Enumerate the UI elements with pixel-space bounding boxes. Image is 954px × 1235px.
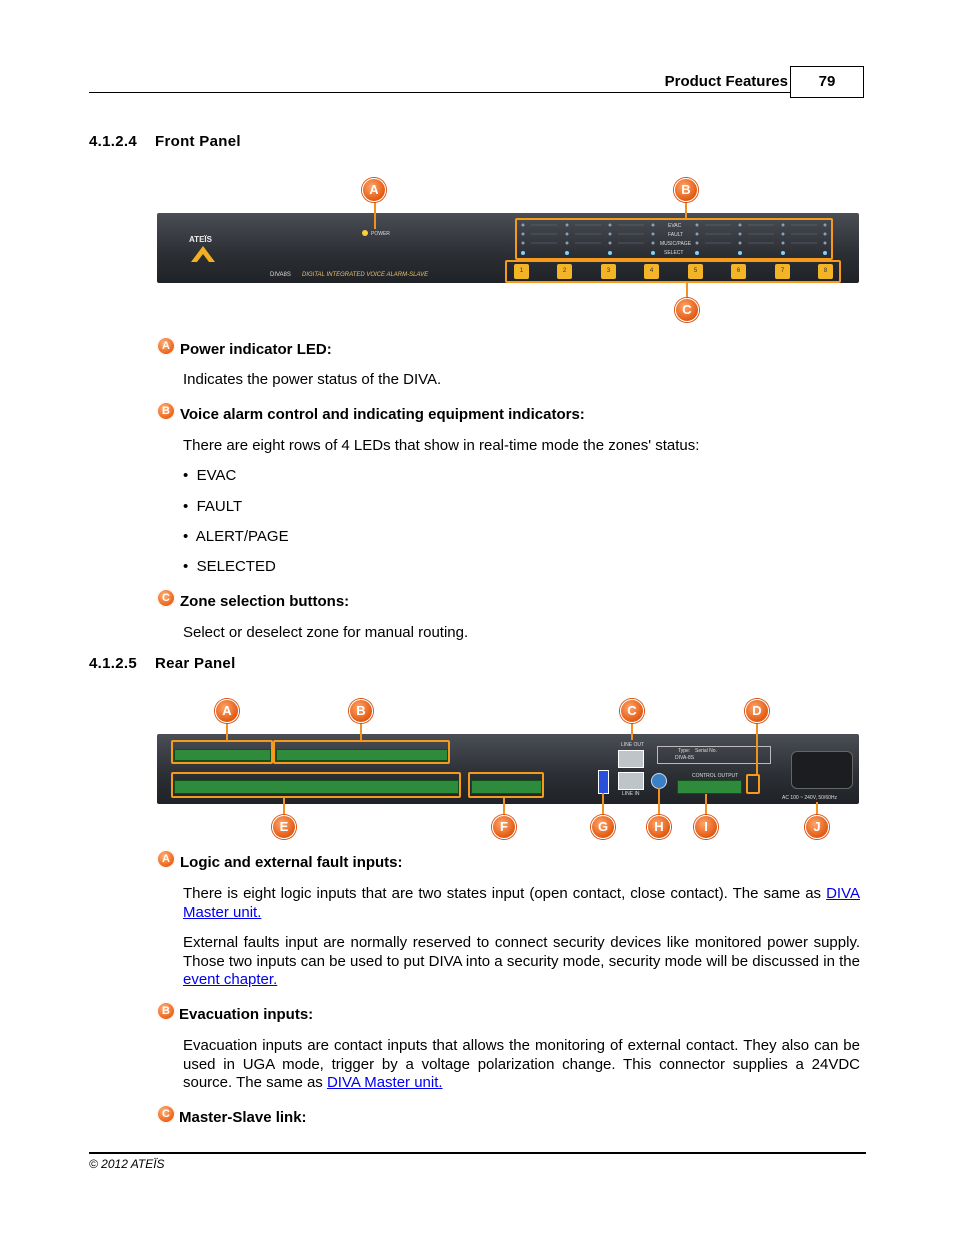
rear-callout-j-stem (816, 802, 818, 816)
rotary-switch (651, 773, 667, 789)
callout-b: B (674, 178, 698, 202)
paragraph-text: There is eight logic inputs that are two states input (open contact, close contact). The same as (183, 885, 822, 902)
bullet-item: • FAULT (183, 498, 243, 515)
rear-callout-j: J (805, 815, 829, 839)
battery-box (746, 774, 760, 794)
rear-callout-f-stem (503, 798, 505, 816)
rear-callout-a: A (215, 699, 239, 723)
item-text-indicators: There are eight rows of 4 LEDs that show in real-time mode the zones' status: (183, 437, 700, 454)
section-heading-rear-panel (89, 655, 236, 672)
section-number: 4.1.2.4 (89, 133, 137, 150)
item-text-logic-inputs (183, 885, 860, 922)
zone-button-4[interactable]: 4 (644, 264, 659, 279)
section-heading-front-panel (89, 133, 241, 150)
diva-master-link[interactable]: DIVA Master unit. (326, 1074, 443, 1091)
front-panel-image (155, 175, 861, 320)
callout-c: C (675, 298, 699, 322)
rear-callout-a-stem (226, 720, 228, 740)
line-out-label: LINE OUT (621, 742, 645, 748)
bullet-text: FAULT (196, 498, 243, 515)
rear-callout-b: B (349, 699, 373, 723)
type-label: Type: (678, 748, 691, 754)
section-title: Front Panel (155, 133, 241, 150)
footer-copyright: © 2012 ATEÏS (89, 1157, 165, 1171)
brand-logo-icon (190, 245, 216, 263)
badge-b-icon: B (157, 402, 175, 420)
zone-button-5[interactable]: 5 (688, 264, 703, 279)
power-led (362, 230, 368, 236)
item-heading-zone-buttons: Zone selection buttons: (180, 593, 350, 610)
running-header-title: Product Features (664, 73, 788, 90)
indicator-led-grid (517, 220, 831, 258)
line-in-label: LINE IN (622, 791, 640, 797)
serial-label: Serial No. (695, 748, 717, 754)
badge-b-icon: B (157, 1002, 175, 1020)
ac-rating-label: AC 100 ~ 240V, 50/60Hz (782, 795, 837, 801)
zone-outputs-connector (174, 780, 459, 794)
model-label: DIVA-8S (675, 755, 695, 761)
rear-callout-e: E (272, 815, 296, 839)
panel-model: DIVA8S (270, 272, 291, 278)
bullet-text: ALERT/PAGE (195, 528, 289, 545)
rear-callout-c-stem (631, 720, 633, 740)
zone-buttons-box (505, 260, 841, 283)
event-chapter-link[interactable]: event chapter. (183, 971, 278, 988)
paragraph-text: External faults input are normally reserved to connect security devices like monitored power supply. Those two inputs can be used to put DIVA into a security mode, security mode will be discussed in the (183, 934, 860, 970)
rear-callout-g-stem (602, 793, 604, 816)
rear-callout-e-stem (283, 798, 285, 816)
rear-callout-g: G (591, 815, 615, 839)
bullet-text: SELECTED (196, 558, 276, 575)
badge-c-icon: C (157, 589, 175, 607)
bullet-item: • SELECTED (183, 558, 276, 575)
row-label-evac: EVAC (668, 223, 682, 229)
bullet-item: • EVAC (183, 467, 237, 484)
zone-button-3[interactable]: 3 (601, 264, 616, 279)
row-label-music-page: MUSIC/PAGE (660, 241, 692, 247)
rear-panel-image (155, 698, 861, 840)
zone-button-7[interactable]: 7 (775, 264, 790, 279)
rear-callout-h-stem (658, 788, 660, 816)
evacuation-inputs-connector (276, 749, 448, 761)
control-output-label: CONTROL OUTPUT (692, 773, 739, 779)
item-text-external-faults (183, 934, 860, 990)
rear-callout-h: H (647, 815, 671, 839)
item-text-evacuation-inputs (183, 1037, 860, 1093)
badge-a-icon: A (157, 337, 175, 355)
callout-c-stem (686, 283, 688, 298)
dip-switch (598, 770, 609, 794)
rear-callout-c: C (620, 699, 644, 723)
rear-callout-i: I (694, 815, 718, 839)
zone-button-2[interactable]: 2 (557, 264, 572, 279)
ac-power-inlet (791, 751, 853, 789)
badge-a-icon: A (157, 850, 175, 868)
badge-c-icon: C (157, 1105, 175, 1123)
item-heading-master-slave-link: Master-Slave link: (179, 1109, 307, 1126)
logic-inputs-connector (174, 749, 271, 761)
bullet-text: EVAC (196, 467, 237, 484)
row-label-select: SELECT (664, 250, 684, 256)
power-label: POWER (371, 231, 390, 237)
rj45-line-out (618, 750, 644, 768)
item-text-zone-buttons: Select or deselect zone for manual routing. (183, 624, 469, 641)
paragraph-text: Evacuation inputs are contact inputs that allows the monitoring of external contact. They also can be used in UGA mode, trigger by a voltage polarization change. This connector supplies a 24VDC source. The same as (183, 1037, 860, 1091)
item-heading-evacuation-inputs: Evacuation inputs: (179, 1006, 314, 1023)
callout-a-stem (374, 199, 376, 229)
voice-music-connector (471, 780, 542, 794)
zone-button-1[interactable]: 1 (514, 264, 529, 279)
section-title: Rear Panel (155, 655, 236, 672)
rear-callout-f: F (492, 815, 516, 839)
callout-b-stem (685, 199, 687, 219)
rear-callout-d: D (745, 699, 769, 723)
section-number: 4.1.2.5 (89, 655, 137, 672)
header-rule (89, 92, 791, 93)
zone-button-8[interactable]: 8 (818, 264, 833, 279)
item-heading-logic-inputs: Logic and external fault inputs: (180, 854, 403, 871)
footer-rule (89, 1152, 866, 1154)
item-heading-indicators: Voice alarm control and indicating equipment indicators: (180, 406, 585, 423)
brand-logo-text: ATEÏS (189, 235, 212, 244)
item-heading-power-led: Power indicator LED: (180, 341, 332, 358)
rj45-line-in (618, 772, 644, 790)
bullet-item: • ALERT/PAGE (183, 528, 289, 545)
rear-callout-i-stem (705, 794, 707, 816)
item-text-power-led: Indicates the power status of the DIVA. (183, 371, 442, 388)
control-output-connector (677, 780, 742, 794)
page-number: 79 (790, 66, 864, 98)
callout-a: A (362, 178, 386, 202)
row-label-fault: FAULT (668, 232, 684, 238)
rear-callout-d-stem (756, 720, 758, 774)
diva-master-link[interactable]: DIVA Master unit. (183, 885, 860, 921)
panel-caption: DIGITAL INTEGRATED VOICE ALARM-SLAVE (302, 272, 429, 278)
rear-callout-b-stem (360, 720, 362, 740)
zone-button-6[interactable]: 6 (731, 264, 746, 279)
